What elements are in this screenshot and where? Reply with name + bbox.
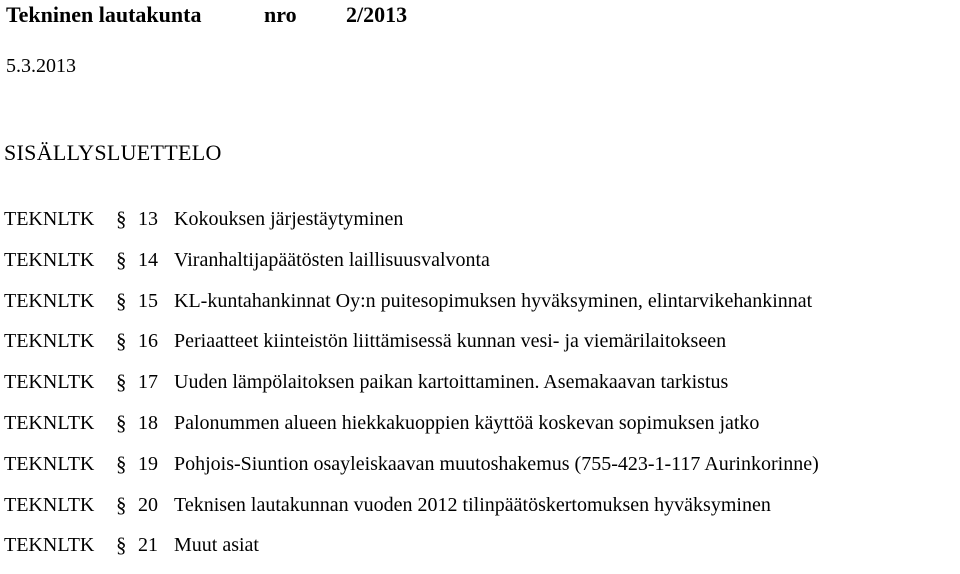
toc-item-title: KL-kuntahankinnat Oy:n puitesopimuksen hyväksyminen, elintarvikehankinnat (174, 289, 813, 312)
toc-item (4, 207, 819, 248)
toc-item (4, 493, 819, 534)
section-sign-icon: § (116, 533, 127, 558)
toc-item-code: TEKNLTK (4, 289, 95, 312)
section-sign-icon: § (116, 207, 127, 231)
toc-item-number: 19 (138, 452, 158, 475)
toc-item-title: Muut asiat (174, 534, 259, 557)
toc-item-number: 18 (138, 411, 158, 434)
toc-item (4, 289, 819, 330)
toc-item-number: 16 (138, 330, 158, 353)
toc-item-code: TEKNLTK (4, 248, 95, 271)
toc-item-title: Teknisen lautakunnan vuoden 2012 tilinpäätöskertomuksen hyväksyminen (174, 493, 771, 516)
section-sign-icon: § (116, 492, 127, 517)
meeting-number: 2/2013 (346, 2, 408, 27)
section-sign-icon: § (116, 329, 127, 354)
toc-item-number: 14 (138, 248, 158, 271)
toc-item-number: 15 (138, 289, 158, 312)
section-sign-icon: § (116, 410, 127, 435)
toc-list (4, 207, 819, 574)
section-sign-icon: § (116, 247, 127, 272)
toc-item-title: Viranhaltijapäätösten laillisuusvalvonta (174, 248, 490, 271)
toc-item (4, 533, 819, 574)
toc-item-code: TEKNLTK (4, 208, 95, 230)
toc-item-code: TEKNLTK (4, 371, 95, 394)
toc-item-title: Kokouksen järjestäytyminen (174, 208, 404, 230)
toc-item (4, 370, 819, 411)
section-sign-icon: § (116, 288, 127, 313)
toc-item (4, 452, 819, 493)
toc-item-code: TEKNLTK (4, 452, 95, 475)
toc-title: SISÄLLYSLUETTELO (4, 140, 222, 165)
meeting-date: 5.3.2013 (6, 55, 76, 77)
toc-item-code: TEKNLTK (4, 534, 95, 557)
organization-name: Tekninen lautakunta (6, 2, 202, 27)
toc-item-number: 17 (138, 371, 158, 394)
toc-item-title: Pohjois-Siuntion osayleiskaavan muutoshakemus (755-423-1-117 Aurinkorinne) (174, 452, 819, 475)
number-label: nro (264, 2, 297, 27)
toc-item-number: 21 (138, 534, 158, 557)
toc-item-code: TEKNLTK (4, 493, 95, 516)
toc-item (4, 411, 819, 452)
toc-item (4, 248, 819, 289)
toc-item-title: Periaatteet kiinteistön liittämisessä kunnan vesi- ja viemärilaitokseen (174, 330, 727, 353)
section-sign-icon: § (116, 451, 127, 476)
toc-item-title: Uuden lämpölaitoksen paikan kartoittaminen. Asemakaavan tarkistus (174, 371, 729, 394)
toc-item-number: 13 (138, 208, 158, 230)
toc-item-code: TEKNLTK (4, 330, 95, 353)
toc-item-title: Palonummen alueen hiekkakuoppien käyttöä koskevan sopimuksen jatko (174, 411, 760, 434)
toc-item-number: 20 (138, 493, 158, 516)
document-header (6, 2, 407, 28)
toc-item (4, 329, 819, 370)
section-sign-icon: § (116, 370, 127, 395)
toc-item-code: TEKNLTK (4, 411, 95, 434)
